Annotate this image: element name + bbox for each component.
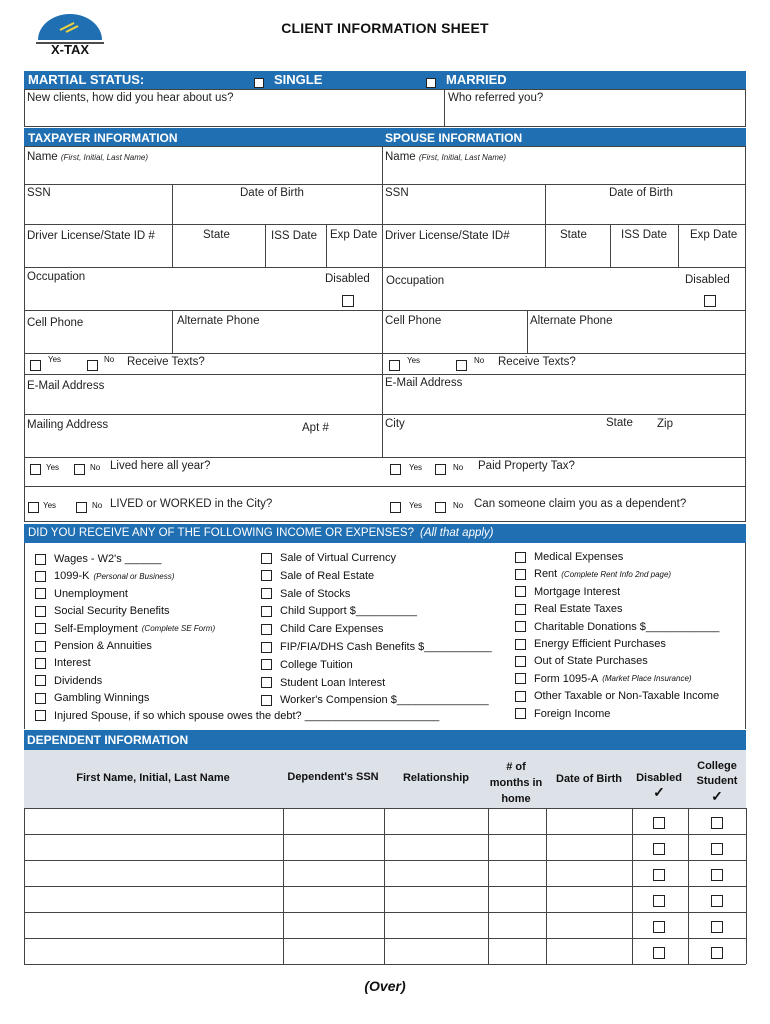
dependent-no-label: No <box>453 501 464 510</box>
income-item-label: Child Support $__________ <box>280 605 418 618</box>
income-item-label: Medical Expenses <box>534 551 624 563</box>
income-item[interactable] <box>35 675 102 687</box>
income-section <box>24 543 746 729</box>
city-no-checkbox[interactable] <box>76 502 87 513</box>
income-item[interactable] <box>261 605 417 617</box>
relationship-header: Relationship <box>402 772 469 784</box>
income-checkbox[interactable] <box>35 588 46 599</box>
single-label: SINGLE <box>274 72 323 87</box>
spouse-alt-phone-field[interactable]: Alternate Phone <box>530 315 613 327</box>
lived-no-label: No <box>90 463 101 472</box>
income-checkbox[interactable] <box>515 552 526 563</box>
dependent-student-checkbox[interactable] <box>711 869 723 881</box>
income-item[interactable] <box>515 603 622 615</box>
mailing-address-field[interactable]: Mailing Address <box>27 419 109 431</box>
income-checkbox[interactable] <box>261 659 272 670</box>
table-row[interactable] <box>24 860 746 886</box>
income-item[interactable] <box>515 673 692 685</box>
dependent-yes-label: Yes <box>409 501 423 510</box>
city-field[interactable]: City <box>385 418 405 430</box>
income-item[interactable] <box>35 710 439 722</box>
income-item[interactable] <box>35 692 149 704</box>
income-item[interactable] <box>35 657 91 669</box>
dependent-disabled-checkbox[interactable] <box>653 921 665 933</box>
income-item[interactable] <box>515 708 610 720</box>
taxpayer-heading: TAXPAYER INFORMATION <box>28 131 178 145</box>
income-item[interactable] <box>261 659 353 671</box>
taxpayer-exp-date-field[interactable]: Exp Date <box>330 229 378 241</box>
income-item[interactable] <box>515 568 671 580</box>
income-heading: DID YOU RECEIVE ANY OF THE FOLLOWING INCOME OR EXPENSES? <box>28 527 414 539</box>
taxpayer-name-field[interactable]: Name (First, Initial, Last Name) <box>27 151 149 163</box>
income-item-label: College Tuition <box>280 658 353 671</box>
income-item[interactable] <box>261 623 383 635</box>
income-item-label: Pension & Annuities <box>54 640 152 652</box>
income-checkbox[interactable] <box>515 708 526 719</box>
spouse-cell-field[interactable]: Cell Phone <box>385 315 442 327</box>
table-row[interactable] <box>24 886 746 912</box>
hear-about-field[interactable]: New clients, how did you hear about us? <box>27 92 234 104</box>
spouse-texts-yes-label: Yes <box>407 356 421 365</box>
married-checkbox[interactable] <box>426 78 436 88</box>
taxpayer-texts-yes-checkbox[interactable] <box>30 360 41 371</box>
property-yes-checkbox[interactable] <box>390 464 401 475</box>
property-yes-label: Yes <box>409 463 423 472</box>
taxpayer-occupation-field[interactable]: Occupation <box>27 271 86 283</box>
income-checkbox[interactable] <box>261 553 272 564</box>
lived-worked-city-label: LIVED or WORKED in the City? <box>110 498 273 510</box>
income-item-label: Rent <box>534 568 558 581</box>
spouse-state-field[interactable]: State <box>560 229 587 241</box>
income-checkbox[interactable] <box>261 570 272 581</box>
income-checkbox[interactable] <box>515 656 526 667</box>
income-item[interactable] <box>515 690 719 702</box>
income-item[interactable] <box>35 570 174 582</box>
check-icon: ✓ <box>653 784 665 800</box>
income-checkbox[interactable] <box>35 606 46 617</box>
spouse-email-field[interactable]: E-Mail Address <box>385 377 463 389</box>
over-label: (Over) <box>364 978 406 994</box>
income-item-label: Gambling Winnings <box>54 692 150 705</box>
income-item[interactable] <box>261 641 492 653</box>
income-heading-bar <box>24 524 746 543</box>
income-checkbox[interactable] <box>35 693 46 704</box>
dependent-disabled-checkbox[interactable] <box>653 843 665 855</box>
income-item-label: Unemployment <box>54 587 128 600</box>
marital-status-label: MARTIAL STATUS: <box>28 72 145 87</box>
paid-property-tax-label: Paid Property Tax? <box>478 460 575 472</box>
property-no-label: No <box>453 463 464 472</box>
income-checkbox[interactable] <box>35 710 46 721</box>
income-item[interactable] <box>261 588 350 600</box>
dependent-disabled-checkbox[interactable] <box>653 895 665 907</box>
referred-by-field[interactable]: Who referred you? <box>448 92 544 104</box>
income-checkbox[interactable] <box>515 691 526 702</box>
income-checkbox[interactable] <box>261 588 272 599</box>
spouse-disabled-label: Disabled <box>685 274 730 286</box>
spouse-texts-no-checkbox[interactable] <box>456 360 467 371</box>
income-item-label: Other Taxable or Non-Taxable Income <box>534 690 720 703</box>
spouse-occupation-field[interactable]: Occupation <box>386 275 445 287</box>
lived-yes-label: Yes <box>46 463 60 472</box>
income-item-label: Out of State Purchases <box>534 655 648 668</box>
income-item-label: 1099-K <box>54 570 90 583</box>
income-item-label: Injured Spouse, if so which spouse owes the debt? ______________________ <box>54 709 440 722</box>
taxpayer-texts-no-label: No <box>104 355 115 364</box>
disabled-header: Disabled ✓ <box>632 772 686 801</box>
dependent-disabled-checkbox[interactable] <box>653 869 665 881</box>
income-item[interactable] <box>515 655 648 667</box>
spouse-disabled-checkbox[interactable] <box>704 295 716 307</box>
dependent-yes-checkbox[interactable] <box>390 502 401 513</box>
income-checkbox[interactable] <box>35 623 46 634</box>
income-checkbox[interactable] <box>515 586 526 597</box>
taxpayer-state-field[interactable]: State <box>203 229 230 241</box>
income-item-label: Sale of Stocks <box>280 587 351 600</box>
taxpayer-disabled-checkbox[interactable] <box>342 295 354 307</box>
logo-text: X-TAX <box>50 42 90 57</box>
table-row[interactable] <box>24 808 746 834</box>
taxpayer-dob-field[interactable]: Date of Birth <box>240 187 304 199</box>
dependent-student-checkbox[interactable] <box>711 843 723 855</box>
income-item-label: Charitable Donations $____________ <box>534 620 720 633</box>
dependent-student-checkbox[interactable] <box>711 895 723 907</box>
lived-all-year-label: Lived here all year? <box>110 460 211 472</box>
taxpayer-alt-phone-field[interactable]: Alternate Phone <box>177 315 260 327</box>
marital-status-bar <box>24 71 746 89</box>
dependent-disabled-checkbox[interactable] <box>653 817 665 829</box>
spouse-name-field[interactable]: Name (First, Initial, Last Name) <box>385 151 507 163</box>
income-item[interactable] <box>35 553 161 565</box>
income-item[interactable] <box>35 588 128 600</box>
income-item-label: Self-Employment <box>54 622 138 635</box>
dependent-no-checkbox[interactable] <box>435 502 446 513</box>
income-checkbox[interactable] <box>35 641 46 652</box>
income-checkbox[interactable] <box>261 642 272 653</box>
spouse-texts-no-label: No <box>474 356 485 365</box>
income-item[interactable] <box>35 640 152 652</box>
dependent-ssn-header: Dependent's SSN <box>287 771 379 783</box>
table-row[interactable] <box>24 912 746 938</box>
income-item-label: Interest <box>54 657 91 670</box>
dependent-heading-bar <box>24 730 746 750</box>
spouse-texts-yes-checkbox[interactable] <box>389 360 400 371</box>
income-item-label: FIP/FIA/DHS Cash Benefits $___________ <box>280 641 492 653</box>
income-item[interactable] <box>515 638 666 650</box>
income-item-note: (Complete SE Form) <box>141 624 216 634</box>
claimed-dependent-label: Can someone claim you as a dependent? <box>474 498 687 510</box>
dependent-disabled-checkbox[interactable] <box>653 947 665 959</box>
income-item[interactable] <box>35 623 215 635</box>
dependent-student-checkbox[interactable] <box>711 947 723 959</box>
income-checkbox[interactable] <box>515 621 526 632</box>
income-item-label: Foreign Income <box>534 707 611 720</box>
table-row[interactable] <box>24 834 746 860</box>
spouse-dob-field[interactable]: Date of Birth <box>609 187 673 199</box>
info-heading-bar <box>24 128 746 146</box>
page-title: CLIENT INFORMATION SHEET <box>281 20 489 36</box>
income-item-label: Sale of Real Estate <box>280 569 375 582</box>
income-item[interactable] <box>515 551 623 563</box>
lived-yes-checkbox[interactable] <box>30 464 41 475</box>
spouse-license-field[interactable]: Driver License/State ID# <box>385 230 510 242</box>
income-checkbox[interactable] <box>261 606 272 617</box>
income-item-note: (Personal or Business) <box>93 571 175 581</box>
income-item[interactable] <box>515 586 620 598</box>
income-item-label: Social Security Benefits <box>54 605 170 618</box>
dependent-student-checkbox[interactable] <box>711 817 723 829</box>
lived-no-checkbox[interactable] <box>74 464 85 475</box>
income-item-label: Worker's Compension $_______________ <box>280 694 489 707</box>
income-checkbox[interactable] <box>261 677 272 688</box>
property-no-checkbox[interactable] <box>435 464 446 475</box>
income-item-label: Wages - W2's ______ <box>54 553 162 565</box>
income-checkbox[interactable] <box>261 624 272 635</box>
single-checkbox[interactable] <box>254 78 264 88</box>
taxpayer-license-field[interactable]: Driver License/State ID # <box>27 230 155 242</box>
taxpayer-texts-yes-label: Yes <box>48 355 62 364</box>
income-hint: (All that apply) <box>420 527 494 539</box>
taxpayer-ssn-field[interactable]: SSN <box>27 187 51 199</box>
dependent-dob-header: Date of Birth <box>556 773 622 785</box>
income-checkbox[interactable] <box>35 675 46 686</box>
income-checkbox[interactable] <box>35 571 46 582</box>
taxpayer-iss-date-field[interactable]: ISS Date <box>271 230 318 242</box>
income-item-note: (Complete Rent Info 2nd page) <box>561 569 672 579</box>
income-item[interactable] <box>261 677 385 689</box>
income-item-label: Child Care Expenses <box>280 623 384 636</box>
months-header: # of months in home <box>489 761 543 805</box>
income-checkbox[interactable] <box>35 658 46 669</box>
income-checkbox[interactable] <box>515 673 526 684</box>
income-item-note: (Market Place Insurance) <box>602 674 692 684</box>
zip-field[interactable]: Zip <box>657 418 673 430</box>
student-header: College Student ✓ <box>688 759 746 804</box>
income-item-label: Student Loan Interest <box>280 676 386 689</box>
apt-field[interactable]: Apt # <box>302 422 329 434</box>
dependent-name-header: First Name, Initial, Last Name <box>76 772 230 784</box>
check-icon: ✓ <box>711 788 723 804</box>
income-checkbox[interactable] <box>515 569 526 580</box>
spouse-heading: SPOUSE INFORMATION <box>385 131 523 145</box>
spouse-receive-texts-label: Receive Texts? <box>498 356 576 368</box>
taxpayer-disabled-label: Disabled <box>325 273 370 285</box>
income-checkbox[interactable] <box>515 639 526 650</box>
spouse-ssn-field[interactable]: SSN <box>385 187 409 199</box>
income-item-label: Form 1095-A <box>534 672 599 685</box>
spouse-iss-date-field[interactable]: ISS Date <box>621 229 668 241</box>
table-row[interactable] <box>24 938 746 964</box>
taxpayer-texts-no-checkbox[interactable] <box>87 360 98 371</box>
city-yes-label: Yes <box>43 501 57 510</box>
income-item[interactable] <box>261 552 396 564</box>
spouse-exp-date-field[interactable]: Exp Date <box>690 229 738 241</box>
income-item-label: Real Estate Taxes <box>534 603 623 616</box>
married-label: MARRIED <box>446 72 507 87</box>
taxpayer-cell-field[interactable]: Cell Phone <box>27 317 84 329</box>
income-item-label: Sale of Virtual Currency <box>280 552 396 564</box>
address-state-field[interactable]: State <box>606 417 633 429</box>
income-item[interactable] <box>261 570 374 582</box>
income-checkbox[interactable] <box>261 695 272 706</box>
dependent-heading: DEPENDENT INFORMATION <box>27 733 189 747</box>
income-item-label: Mortgage Interest <box>534 585 621 598</box>
income-item[interactable] <box>35 605 170 617</box>
income-item-label: Energy Efficient Purchases <box>534 638 666 650</box>
taxpayer-email-field[interactable]: E-Mail Address <box>27 380 105 392</box>
income-item[interactable] <box>261 694 489 706</box>
city-no-label: No <box>92 501 103 510</box>
city-yes-checkbox[interactable] <box>28 502 39 513</box>
income-checkbox[interactable] <box>35 554 46 565</box>
income-checkbox[interactable] <box>515 604 526 615</box>
income-item-label: Dividends <box>54 674 103 687</box>
income-item[interactable] <box>515 621 719 633</box>
taxpayer-receive-texts-label: Receive Texts? <box>127 356 205 368</box>
dependent-student-checkbox[interactable] <box>711 921 723 933</box>
